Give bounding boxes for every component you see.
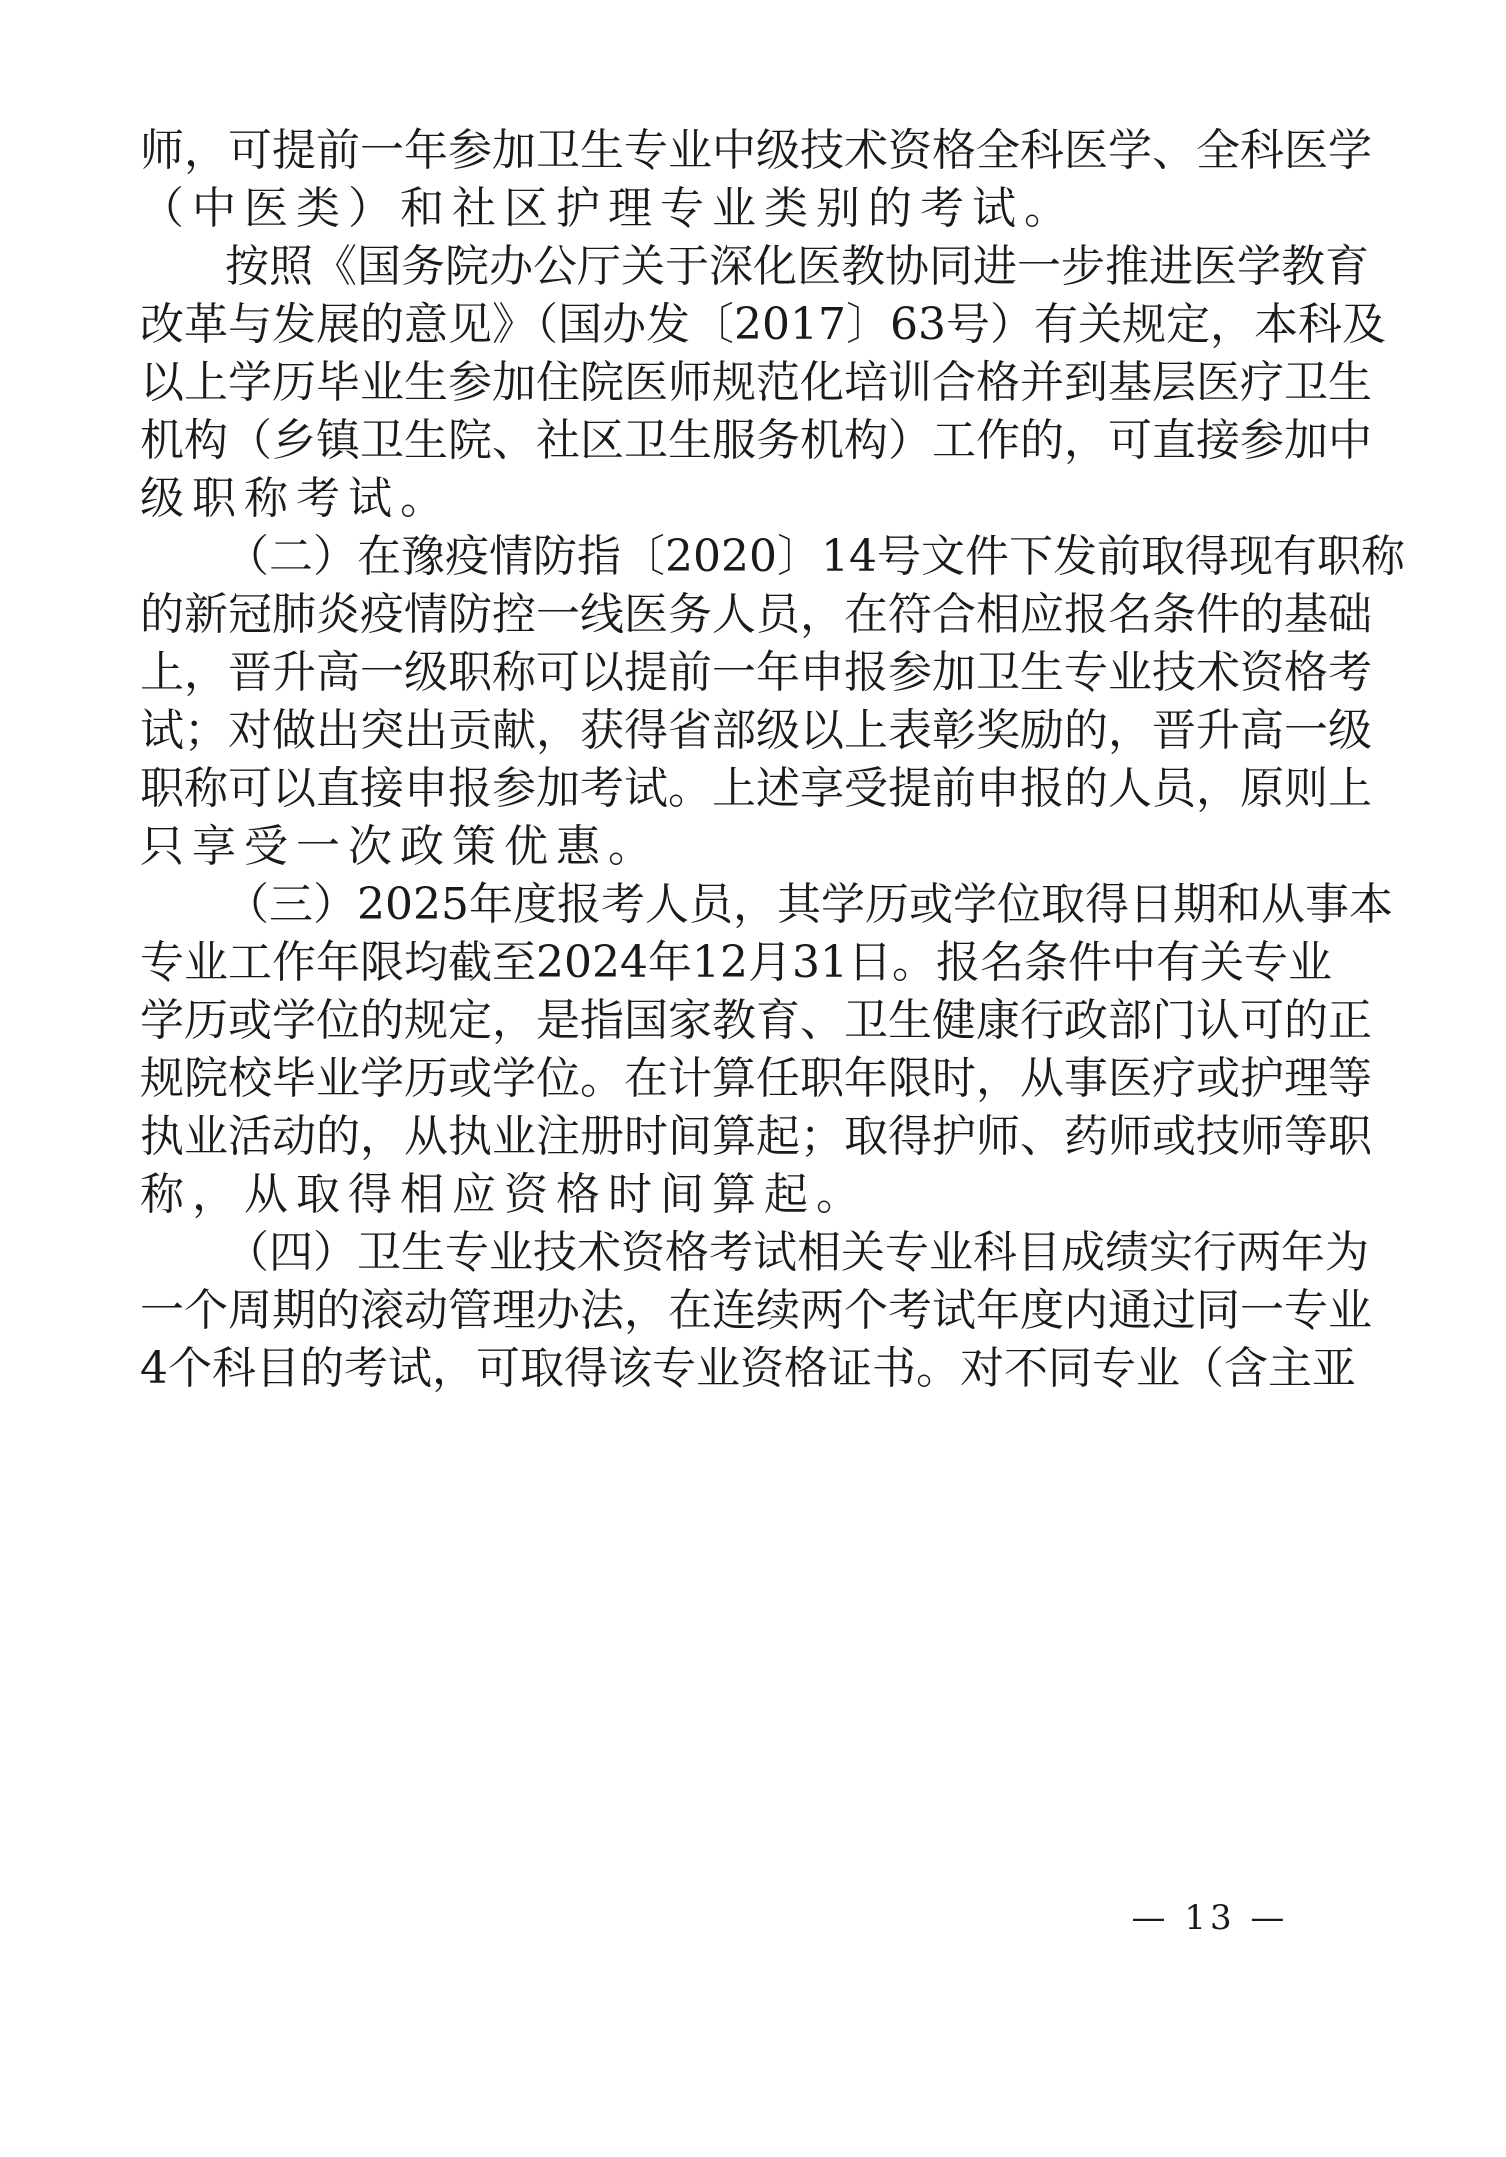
text-line: 职称可以直接申报参加考试。上述享受提前申报的人员，原则上 — [140, 763, 1372, 814]
text-line: 只享受一次政策优惠。 — [140, 821, 660, 872]
text-line: 试；对做出突出贡献，获得省部级以上表彰奖励的，晋升高一级 — [140, 705, 1372, 756]
text-line: 4个科目的考试，可取得该专业资格证书。对不同专业（含主亚 — [140, 1343, 1356, 1394]
text-line: （中医类）和社区护理专业类别的考试。 — [140, 183, 1076, 234]
page-number: — 13 — — [1131, 1898, 1289, 1938]
paragraph-first-line: 按照《国务院办公厅关于深化医教协同进一步推进医学教育 — [225, 241, 1369, 292]
text-line: 的新冠肺炎疫情防控一线医务人员，在符合相应报名条件的基础 — [140, 589, 1372, 640]
text-line: 规院校毕业学历或学位。在计算任职年限时，从事医疗或护理等 — [140, 1053, 1372, 1104]
paragraph-first-line: （二）在豫疫情防指〔2020〕14号文件下发前取得现有职称 — [225, 531, 1405, 582]
text-line: 师，可提前一年参加卫生专业中级技术资格全科医学、全科医学 — [140, 125, 1372, 176]
paragraph-first-line: （四）卫生专业技术资格考试相关专业科目成绩实行两年为 — [225, 1227, 1369, 1278]
paragraph-first-line: （三）2025年度报考人员，其学历或学位取得日期和从事本 — [225, 879, 1393, 930]
text-line: 级职称考试。 — [140, 473, 452, 524]
text-line: 称，从取得相应资格时间算起。 — [140, 1169, 868, 1220]
text-line: 学历或学位的规定，是指国家教育、卫生健康行政部门认可的正 — [140, 995, 1372, 1046]
text-line: 改革与发展的意见》（国办发〔2017〕63号）有关规定，本科及 — [140, 299, 1386, 350]
text-line: 以上学历毕业生参加住院医师规范化培训合格并到基层医疗卫生 — [140, 357, 1372, 408]
text-line: 一个周期的滚动管理办法，在连续两个考试年度内通过同一专业 — [140, 1285, 1372, 1336]
text-line: 执业活动的，从执业注册时间算起；取得护师、药师或技师等职 — [140, 1111, 1372, 1162]
text-line: 专业工作年限均截至2024年12月31日。报名条件中有关专业 — [140, 937, 1332, 988]
text-line: 机构（乡镇卫生院、社区卫生服务机构）工作的，可直接参加中 — [140, 415, 1372, 466]
text-line: 上，晋升高一级职称可以提前一年申报参加卫生专业技术资格考 — [140, 647, 1372, 698]
